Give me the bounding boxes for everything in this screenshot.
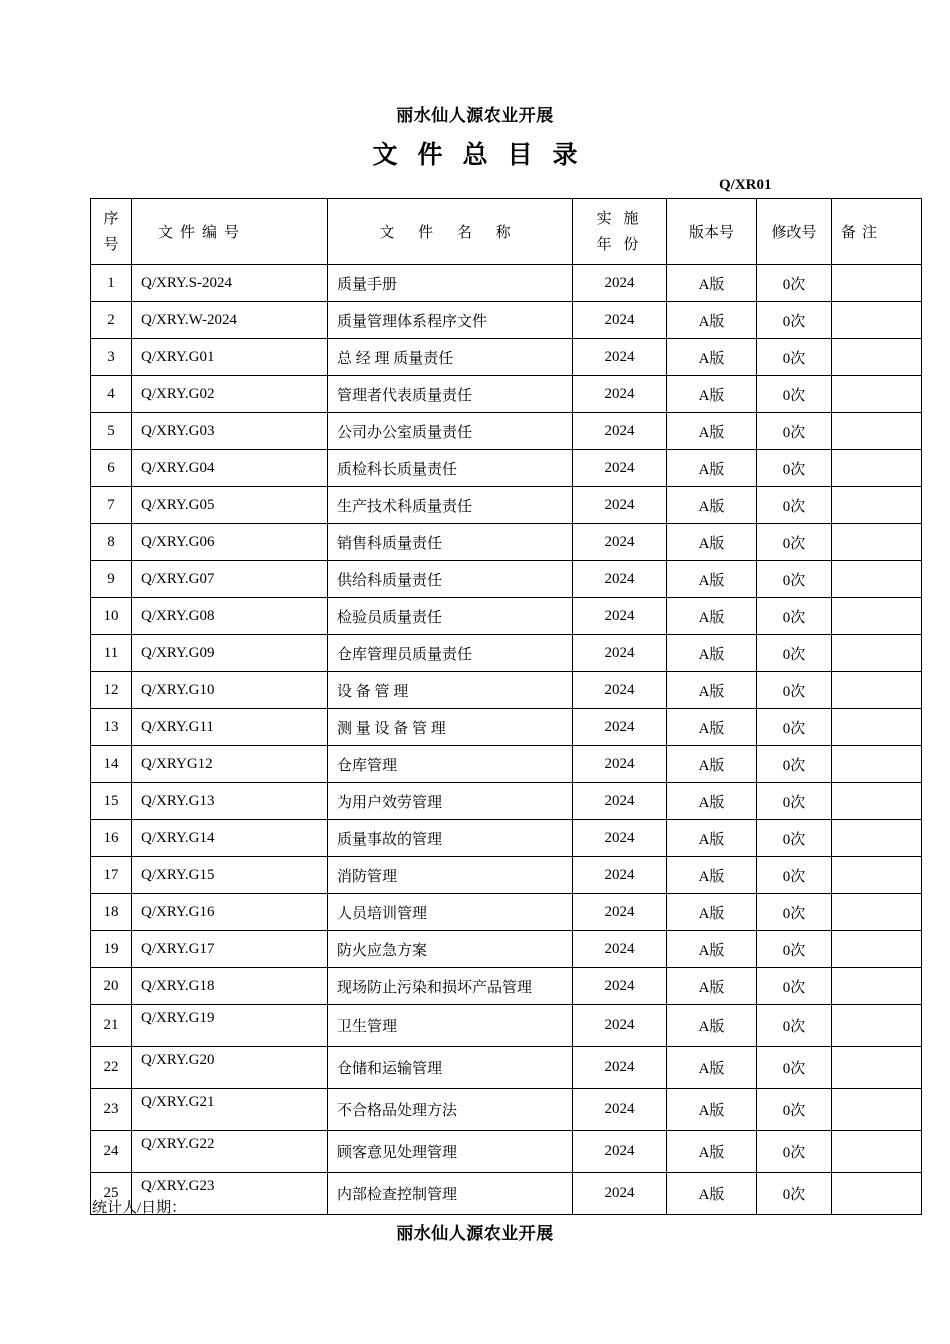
version-cell: A版 bbox=[667, 376, 757, 413]
table-row bbox=[91, 857, 922, 894]
revision-cell: 0次 bbox=[757, 894, 832, 931]
row-number-cell: 18 bbox=[91, 894, 132, 931]
note-cell bbox=[832, 598, 922, 635]
implementation-year-cell: 2024 bbox=[573, 561, 667, 598]
file-name-cell: 质量管理体系程序文件 bbox=[328, 302, 573, 339]
table-row bbox=[91, 524, 922, 561]
file-name-cell: 公司办公室质量责任 bbox=[328, 413, 573, 450]
row-number-cell: 25 bbox=[91, 1173, 132, 1215]
file-name-cell: 防火应急方案 bbox=[328, 931, 573, 968]
version-cell: A版 bbox=[667, 1089, 757, 1131]
file-code-cell: Q/XRY.G19 bbox=[132, 1005, 328, 1047]
version-cell: A版 bbox=[667, 413, 757, 450]
column-header-name: 文 件 名 称 bbox=[328, 199, 573, 265]
file-name-cell: 设 备 管 理 bbox=[328, 672, 573, 709]
revision-cell: 0次 bbox=[757, 746, 832, 783]
revision-cell: 0次 bbox=[757, 1089, 832, 1131]
implementation-year-cell: 2024 bbox=[573, 413, 667, 450]
revision-cell: 0次 bbox=[757, 339, 832, 376]
file-code-cell: Q/XRY.G23 bbox=[132, 1173, 328, 1215]
note-cell bbox=[832, 931, 922, 968]
revision-cell: 0次 bbox=[757, 450, 832, 487]
row-number-cell: 12 bbox=[91, 672, 132, 709]
note-cell bbox=[832, 894, 922, 931]
implementation-year-cell: 2024 bbox=[573, 487, 667, 524]
row-number-cell: 2 bbox=[91, 302, 132, 339]
version-cell: A版 bbox=[667, 598, 757, 635]
file-code-cell: Q/XRY.G04 bbox=[132, 450, 328, 487]
file-code-cell: Q/XRY.G22 bbox=[132, 1131, 328, 1173]
note-cell bbox=[832, 1089, 922, 1131]
row-number-cell: 11 bbox=[91, 635, 132, 672]
note-cell bbox=[832, 820, 922, 857]
table-row bbox=[91, 487, 922, 524]
table-row bbox=[91, 635, 922, 672]
table-row bbox=[91, 1131, 922, 1173]
version-cell: A版 bbox=[667, 487, 757, 524]
note-cell bbox=[832, 265, 922, 302]
implementation-year-cell: 2024 bbox=[573, 265, 667, 302]
table-row bbox=[91, 413, 922, 450]
table-row bbox=[91, 783, 922, 820]
version-cell: A版 bbox=[667, 672, 757, 709]
implementation-year-cell: 2024 bbox=[573, 820, 667, 857]
version-cell: A版 bbox=[667, 709, 757, 746]
version-cell: A版 bbox=[667, 302, 757, 339]
note-cell bbox=[832, 968, 922, 1005]
row-number-cell: 5 bbox=[91, 413, 132, 450]
revision-cell: 0次 bbox=[757, 598, 832, 635]
version-cell: A版 bbox=[667, 339, 757, 376]
version-cell: A版 bbox=[667, 894, 757, 931]
revision-cell: 0次 bbox=[757, 968, 832, 1005]
revision-cell: 0次 bbox=[757, 413, 832, 450]
file-code-cell: Q/XRY.G06 bbox=[132, 524, 328, 561]
revision-cell: 0次 bbox=[757, 1173, 832, 1215]
file-code-cell: Q/XRY.G03 bbox=[132, 413, 328, 450]
implementation-year-cell: 2024 bbox=[573, 931, 667, 968]
file-code-cell: Q/XRY.G13 bbox=[132, 783, 328, 820]
document-code: Q/XR01 bbox=[719, 177, 772, 193]
implementation-year-cell: 2024 bbox=[573, 376, 667, 413]
note-cell bbox=[832, 1173, 922, 1215]
row-number-cell: 4 bbox=[91, 376, 132, 413]
file-name-cell: 测 量 设 备 管 理 bbox=[328, 709, 573, 746]
version-cell: A版 bbox=[667, 561, 757, 598]
implementation-year-cell: 2024 bbox=[573, 783, 667, 820]
statistician-date-label: 统计人/日期： bbox=[92, 1200, 187, 1216]
version-cell: A版 bbox=[667, 1173, 757, 1215]
file-name-cell: 内部检查控制管理 bbox=[328, 1173, 573, 1215]
table-row bbox=[91, 598, 922, 635]
implementation-year-cell: 2024 bbox=[573, 1131, 667, 1173]
file-code-cell: Q/XRY.G08 bbox=[132, 598, 328, 635]
file-name-cell: 销售科质量责任 bbox=[328, 524, 573, 561]
file-name-cell: 仓储和运输管理 bbox=[328, 1047, 573, 1089]
file-code-cell: Q/XRY.G16 bbox=[132, 894, 328, 931]
file-name-cell: 质量手册 bbox=[328, 265, 573, 302]
file-name-cell: 人员培训管理 bbox=[328, 894, 573, 931]
row-number-cell: 19 bbox=[91, 931, 132, 968]
version-cell: A版 bbox=[667, 450, 757, 487]
implementation-year-cell: 2024 bbox=[573, 598, 667, 635]
file-code-cell: Q/XRY.G20 bbox=[132, 1047, 328, 1089]
file-code-cell: Q/XRY.G05 bbox=[132, 487, 328, 524]
version-cell: A版 bbox=[667, 1047, 757, 1089]
file-name-cell: 顾客意见处理管理 bbox=[328, 1131, 573, 1173]
implementation-year-cell: 2024 bbox=[573, 1089, 667, 1131]
table-row bbox=[91, 672, 922, 709]
note-cell bbox=[832, 635, 922, 672]
implementation-year-cell: 2024 bbox=[573, 857, 667, 894]
note-cell bbox=[832, 1047, 922, 1089]
table-row bbox=[91, 450, 922, 487]
implementation-year-cell: 2024 bbox=[573, 746, 667, 783]
row-number-cell: 7 bbox=[91, 487, 132, 524]
note-cell bbox=[832, 783, 922, 820]
column-header-version: 版本号 bbox=[667, 199, 757, 265]
version-cell: A版 bbox=[667, 931, 757, 968]
file-code-cell: Q/XRY.G21 bbox=[132, 1089, 328, 1131]
row-number-cell: 24 bbox=[91, 1131, 132, 1173]
file-code-cell: Q/XRY.S-2024 bbox=[132, 265, 328, 302]
implementation-year-cell: 2024 bbox=[573, 968, 667, 1005]
file-name-cell: 供给科质量责任 bbox=[328, 561, 573, 598]
table-body bbox=[91, 265, 922, 1215]
file-name-cell: 现场防止污染和损坏产品管理 bbox=[328, 968, 573, 1005]
note-cell bbox=[832, 487, 922, 524]
note-cell bbox=[832, 376, 922, 413]
implementation-year-cell: 2024 bbox=[573, 302, 667, 339]
column-header-year bbox=[573, 199, 667, 265]
file-name-cell: 不合格品处理方法 bbox=[328, 1089, 573, 1131]
column-header-revision: 修改号 bbox=[757, 199, 832, 265]
revision-cell: 0次 bbox=[757, 1131, 832, 1173]
note-cell bbox=[832, 1005, 922, 1047]
version-cell: A版 bbox=[667, 746, 757, 783]
revision-cell: 0次 bbox=[757, 783, 832, 820]
table-row bbox=[91, 302, 922, 339]
implementation-year-cell: 2024 bbox=[573, 450, 667, 487]
table-row bbox=[91, 339, 922, 376]
note-cell bbox=[832, 746, 922, 783]
file-code-cell: Q/XRY.G09 bbox=[132, 635, 328, 672]
file-code-cell: Q/XRY.G10 bbox=[132, 672, 328, 709]
row-number-cell: 15 bbox=[91, 783, 132, 820]
file-name-cell: 检验员质量责任 bbox=[328, 598, 573, 635]
company-name-footer: 丽水仙人源农业开展 bbox=[396, 1224, 554, 1243]
row-number-cell: 6 bbox=[91, 450, 132, 487]
row-number-cell: 13 bbox=[91, 709, 132, 746]
row-number-cell: 20 bbox=[91, 968, 132, 1005]
file-name-cell: 卫生管理 bbox=[328, 1005, 573, 1047]
file-code-cell: Q/XRY.G17 bbox=[132, 931, 328, 968]
note-cell bbox=[832, 302, 922, 339]
version-cell: A版 bbox=[667, 524, 757, 561]
note-cell bbox=[832, 709, 922, 746]
file-code-cell: Q/XRY.G11 bbox=[132, 709, 328, 746]
column-header-note: 备注 bbox=[832, 199, 922, 265]
document-index-table bbox=[90, 198, 922, 1215]
note-cell bbox=[832, 524, 922, 561]
table-row bbox=[91, 894, 922, 931]
column-header-code: 文件编号 bbox=[132, 199, 328, 265]
table-row bbox=[91, 931, 922, 968]
file-code-cell: Q/XRY.W-2024 bbox=[132, 302, 328, 339]
row-number-cell: 10 bbox=[91, 598, 132, 635]
note-cell bbox=[832, 413, 922, 450]
implementation-year-cell: 2024 bbox=[573, 894, 667, 931]
note-cell bbox=[832, 561, 922, 598]
version-cell: A版 bbox=[667, 635, 757, 672]
row-number-cell: 1 bbox=[91, 265, 132, 302]
row-number-cell: 9 bbox=[91, 561, 132, 598]
file-code-cell: Q/XRY.G18 bbox=[132, 968, 328, 1005]
note-cell bbox=[832, 339, 922, 376]
file-name-cell: 质量事故的管理 bbox=[328, 820, 573, 857]
version-cell: A版 bbox=[667, 820, 757, 857]
note-cell bbox=[832, 1131, 922, 1173]
row-number-cell: 14 bbox=[91, 746, 132, 783]
table-row bbox=[91, 1005, 922, 1047]
implementation-year-cell: 2024 bbox=[573, 339, 667, 376]
table-row bbox=[91, 820, 922, 857]
version-cell: A版 bbox=[667, 1131, 757, 1173]
table-row bbox=[91, 561, 922, 598]
document-title: 文件总目录 bbox=[372, 142, 598, 169]
revision-cell: 0次 bbox=[757, 487, 832, 524]
version-cell: A版 bbox=[667, 265, 757, 302]
table-row bbox=[91, 968, 922, 1005]
implementation-year-cell: 2024 bbox=[573, 635, 667, 672]
row-number-cell: 21 bbox=[91, 1005, 132, 1047]
implementation-year-cell: 2024 bbox=[573, 709, 667, 746]
company-name-header: 丽水仙人源农业开展 bbox=[396, 106, 554, 125]
column-header-year-line2: 年 份 bbox=[596, 236, 643, 253]
implementation-year-cell: 2024 bbox=[573, 1047, 667, 1089]
revision-cell: 0次 bbox=[757, 709, 832, 746]
file-name-cell: 仓库管理员质量责任 bbox=[328, 635, 573, 672]
column-header-no-line1: 序 bbox=[103, 210, 119, 227]
table-row bbox=[91, 376, 922, 413]
row-number-cell: 3 bbox=[91, 339, 132, 376]
table-row bbox=[91, 1089, 922, 1131]
table-row bbox=[91, 709, 922, 746]
revision-cell: 0次 bbox=[757, 1047, 832, 1089]
note-cell bbox=[832, 450, 922, 487]
revision-cell: 0次 bbox=[757, 1005, 832, 1047]
revision-cell: 0次 bbox=[757, 635, 832, 672]
file-code-cell: Q/XRY.G15 bbox=[132, 857, 328, 894]
revision-cell: 0次 bbox=[757, 561, 832, 598]
revision-cell: 0次 bbox=[757, 931, 832, 968]
file-name-cell: 为用户效劳管理 bbox=[328, 783, 573, 820]
implementation-year-cell: 2024 bbox=[573, 1173, 667, 1215]
file-code-cell: Q/XRY.G07 bbox=[132, 561, 328, 598]
file-name-cell: 总 经 理 质量责任 bbox=[328, 339, 573, 376]
row-number-cell: 22 bbox=[91, 1047, 132, 1089]
file-name-cell: 仓库管理 bbox=[328, 746, 573, 783]
table-row bbox=[91, 265, 922, 302]
file-name-cell: 质检科长质量责任 bbox=[328, 450, 573, 487]
revision-cell: 0次 bbox=[757, 820, 832, 857]
file-code-cell: Q/XRYG12 bbox=[132, 746, 328, 783]
table-row bbox=[91, 1047, 922, 1089]
revision-cell: 0次 bbox=[757, 376, 832, 413]
row-number-cell: 16 bbox=[91, 820, 132, 857]
table-row bbox=[91, 746, 922, 783]
column-header-no-line2: 号 bbox=[103, 236, 119, 253]
revision-cell: 0次 bbox=[757, 302, 832, 339]
revision-cell: 0次 bbox=[757, 265, 832, 302]
version-cell: A版 bbox=[667, 857, 757, 894]
column-header-year-line1: 实 施 bbox=[596, 210, 643, 227]
version-cell: A版 bbox=[667, 783, 757, 820]
file-code-cell: Q/XRY.G14 bbox=[132, 820, 328, 857]
file-name-cell: 管理者代表质量责任 bbox=[328, 376, 573, 413]
table-header-row bbox=[91, 199, 922, 265]
implementation-year-cell: 2024 bbox=[573, 524, 667, 561]
implementation-year-cell: 2024 bbox=[573, 1005, 667, 1047]
row-number-cell: 23 bbox=[91, 1089, 132, 1131]
file-code-cell: Q/XRY.G01 bbox=[132, 339, 328, 376]
implementation-year-cell: 2024 bbox=[573, 672, 667, 709]
revision-cell: 0次 bbox=[757, 672, 832, 709]
file-name-cell: 消防管理 bbox=[328, 857, 573, 894]
revision-cell: 0次 bbox=[757, 524, 832, 561]
file-name-cell: 生产技术科质量责任 bbox=[328, 487, 573, 524]
column-header-no bbox=[91, 199, 132, 265]
version-cell: A版 bbox=[667, 1005, 757, 1047]
table-row bbox=[91, 1173, 922, 1215]
note-cell bbox=[832, 857, 922, 894]
file-code-cell: Q/XRY.G02 bbox=[132, 376, 328, 413]
row-number-cell: 8 bbox=[91, 524, 132, 561]
revision-cell: 0次 bbox=[757, 857, 832, 894]
note-cell bbox=[832, 672, 922, 709]
row-number-cell: 17 bbox=[91, 857, 132, 894]
version-cell: A版 bbox=[667, 968, 757, 1005]
